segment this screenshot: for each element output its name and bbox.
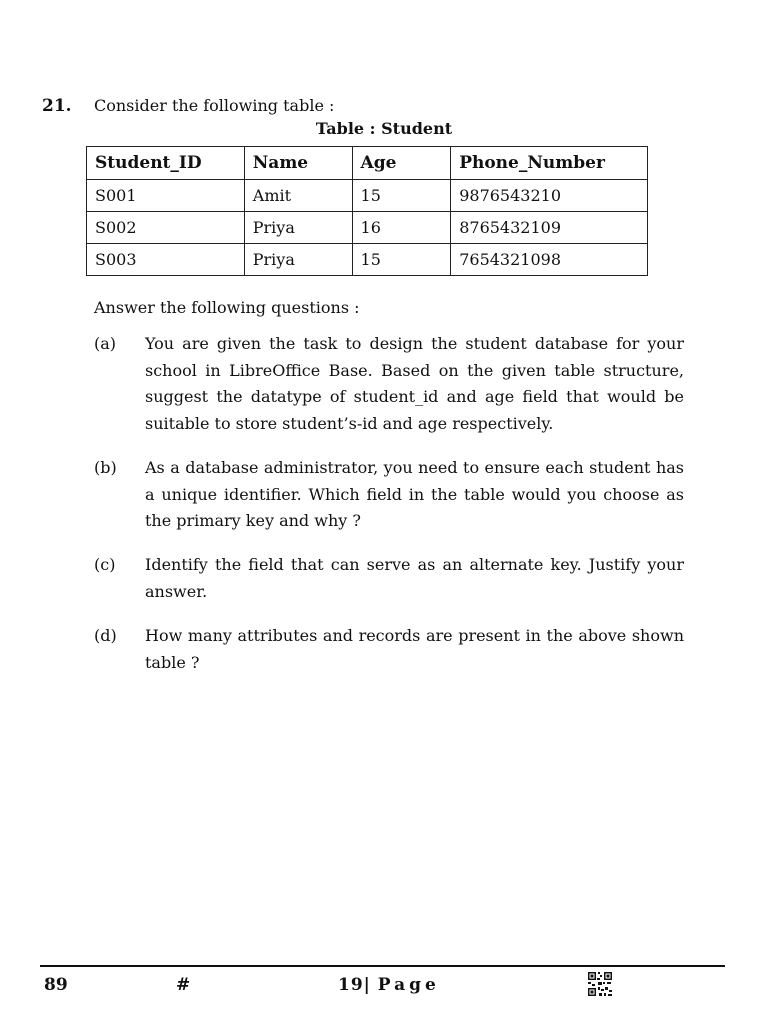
student-table <box>86 146 648 276</box>
sub-question-text: How many attributes and records are present in the above shown table ? <box>145 626 684 672</box>
sub-question-label: (b) <box>94 458 117 477</box>
table-cell: 15 <box>352 244 451 276</box>
column-header-student-id: Student_ID <box>87 147 245 180</box>
footer-hash: # <box>176 975 191 995</box>
question-intro: Consider the following table : <box>94 96 335 115</box>
footer-code: 89 <box>44 975 68 995</box>
sub-question-label: (d) <box>94 626 117 645</box>
column-header-age: Age <box>352 147 451 180</box>
table-row <box>87 180 648 212</box>
column-header-name: Name <box>244 147 352 180</box>
table-cell: Priya <box>244 212 352 244</box>
table-cell: Amit <box>244 180 352 212</box>
sub-question-c <box>94 552 684 605</box>
table-cell: 9876543210 <box>451 180 648 212</box>
column-header-phone-number: Phone_Number <box>451 147 648 180</box>
qr-code-icon <box>587 971 613 997</box>
table-cell: 7654321098 <box>451 244 648 276</box>
table-cell: Priya <box>244 244 352 276</box>
page-number-value: 19| <box>338 975 371 995</box>
sub-question-text: You are given the task to design the student database for your school in LibreOffice Base. Based on the given table structure, suggest the datatype of student_id and age field that would be suitable to store student’s-id and age respectively. <box>145 334 684 433</box>
table-cell: S001 <box>87 180 245 212</box>
table-cell: 16 <box>352 212 451 244</box>
answer-intro: Answer the following questions : <box>94 298 360 317</box>
footer-divider <box>40 965 725 967</box>
table-cell: S003 <box>87 244 245 276</box>
footer-page-number <box>338 975 440 995</box>
table-cell: S002 <box>87 212 245 244</box>
page-word: Page <box>377 975 440 995</box>
sub-question-b <box>94 455 684 535</box>
sub-question-text: Identify the field that can serve as an alternate key. Justify your answer. <box>145 555 684 601</box>
table-title: Table : Student <box>315 119 453 138</box>
table-row <box>87 244 648 276</box>
table-header-row <box>87 147 648 180</box>
sub-question-a <box>94 331 684 437</box>
sub-question-d <box>94 623 684 676</box>
sub-question-text: As a database administrator, you need to ensure each student has a unique identifier. Which field in the table would you choose as the primary key and why ? <box>145 458 684 530</box>
table-cell: 8765432109 <box>451 212 648 244</box>
sub-question-label: (a) <box>94 334 117 353</box>
table-cell: 15 <box>352 180 451 212</box>
sub-question-label: (c) <box>94 555 116 574</box>
table-row <box>87 212 648 244</box>
question-number: 21. <box>42 96 72 116</box>
